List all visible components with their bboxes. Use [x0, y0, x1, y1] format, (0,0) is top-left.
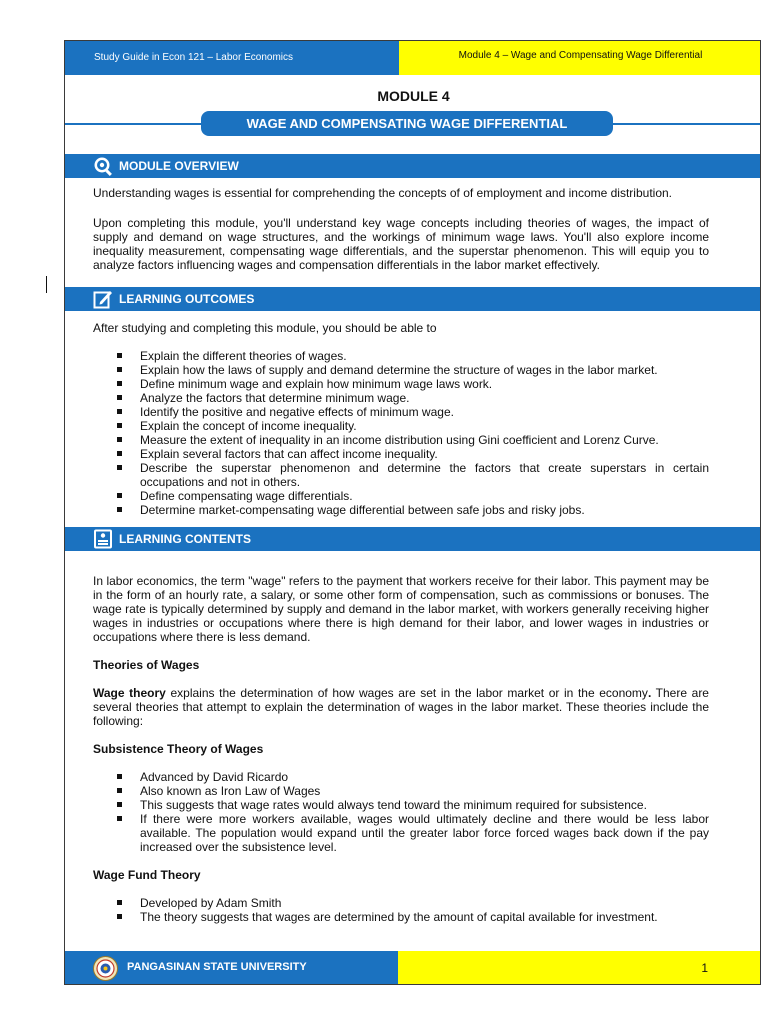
list-item: The theory suggests that wages are determined by the amount of capital available for investment. — [93, 910, 709, 924]
list-item: Advanced by David Ricardo — [93, 770, 709, 784]
list-item: Identify the positive and negative effects of minimum wage. — [93, 405, 709, 419]
list-item: Analyze the factors that determine minimum wage. — [93, 391, 709, 405]
list-item: Also known as Iron Law of Wages — [93, 784, 709, 798]
university-seal-icon — [93, 956, 118, 981]
module-title: WAGE AND COMPENSATING WAGE DIFFERENTIAL — [201, 111, 613, 136]
list-item: Describe the superstar phenomenon and determine the factors that create superstars in certain occupations and not in others. — [93, 461, 709, 489]
list-item: Explain how the laws of supply and demand determine the structure of wages in the labor market. — [93, 363, 709, 377]
wage-theory-period: . — [647, 686, 652, 700]
section-header-learning-outcomes — [65, 287, 761, 311]
section-heading-overview: MODULE OVERVIEW — [119, 159, 239, 173]
theories-of-wages-heading: Theories of Wages — [93, 658, 200, 672]
section-heading-contents: LEARNING CONTENTS — [119, 532, 251, 546]
footer-page-number: 1 — [398, 951, 761, 985]
page-header — [65, 41, 761, 75]
list-item: Explain the concept of income inequality. — [93, 419, 709, 433]
wage-theory-term: Wage theory — [93, 686, 166, 700]
wage-theory-paragraph — [93, 686, 709, 728]
list-item: Measure the extent of inequality in an income distribution using Gini coefficient and Lorenz Curve. — [93, 433, 709, 447]
contents-intro-paragraph: In labor economics, the term "wage" refers to the payment that workers receive for their labor. This payment may be in the form of an hourly rate, a salary, or some other form of compensation, such as commissions or bonuses. The wage rate is typically determined by supply and demand in the labor market, with workers generally receiving higher wages in industries or occupations where there is high demand for their labor, and lower wages in industries or occupations where there is less demand. — [93, 574, 709, 644]
list-item: Define minimum wage and explain how minimum wage laws work. — [93, 377, 709, 391]
footer-university-name: PANGASINAN STATE UNIVERSITY — [127, 961, 307, 973]
wage-theory-text: explains the determination of how wages are set in the labor market or in the economy — [165, 686, 648, 700]
wage-fund-list — [93, 896, 709, 924]
header-module-title: Module 4 – Wage and Compensating Wage Differential — [399, 41, 761, 75]
list-item: Explain several factors that can affect income inequality. — [93, 447, 709, 461]
list-item: Developed by Adam Smith — [93, 896, 709, 910]
header-course-title: Study Guide in Econ 121 – Labor Economics — [65, 41, 399, 75]
document-page — [64, 40, 761, 985]
wage-theory-rest: There are several theories that attempt to explain the determination of wages in the labor market. These theories include the following: — [93, 686, 709, 728]
section-heading-outcomes: LEARNING OUTCOMES — [119, 292, 255, 306]
list-item: Determine market-compensating wage differential between safe jobs and risky jobs. — [93, 503, 709, 517]
list-item: If there were more workers available, wages would ultimately decline and there would be less labor available. The population would expand until the greater labor force forced wages back down if the pay increased over the subsistence level. — [93, 812, 709, 854]
subsistence-theory-heading: Subsistence Theory of Wages — [93, 742, 264, 756]
edit-icon — [93, 289, 113, 309]
page-footer — [65, 951, 761, 985]
outcomes-list — [93, 349, 709, 517]
section-header-learning-contents — [65, 527, 761, 551]
book-icon — [93, 529, 113, 549]
module-number: MODULE 4 — [377, 88, 450, 104]
list-item: This suggests that wage rates would always tend toward the minimum required for subsistence. — [93, 798, 709, 812]
overview-paragraph-1: Understanding wages is essential for comprehending the concepts of of employment and income distribution. — [93, 186, 672, 200]
footer-university — [65, 951, 398, 985]
text-cursor — [46, 276, 47, 293]
subsistence-list — [93, 770, 709, 854]
list-item: Explain the different theories of wages. — [93, 349, 709, 363]
list-item: Define compensating wage differentials. — [93, 489, 709, 503]
wage-fund-theory-heading: Wage Fund Theory — [93, 868, 201, 882]
search-gear-icon — [93, 156, 113, 176]
outcomes-intro: After studying and completing this module, you should be able to — [93, 321, 437, 335]
overview-paragraph-2: Upon completing this module, you'll understand key wage concepts including theories of wages, the impact of supply and demand on wage structures, and the workings of minimum wage laws. You'll also explore income inequality measurement, compensating wage differentials, and the superstar phenomenon. This will equip you to analyze factors influencing wages and compensation differentials in the labor market effectively. — [93, 216, 709, 272]
section-header-module-overview — [65, 154, 761, 178]
